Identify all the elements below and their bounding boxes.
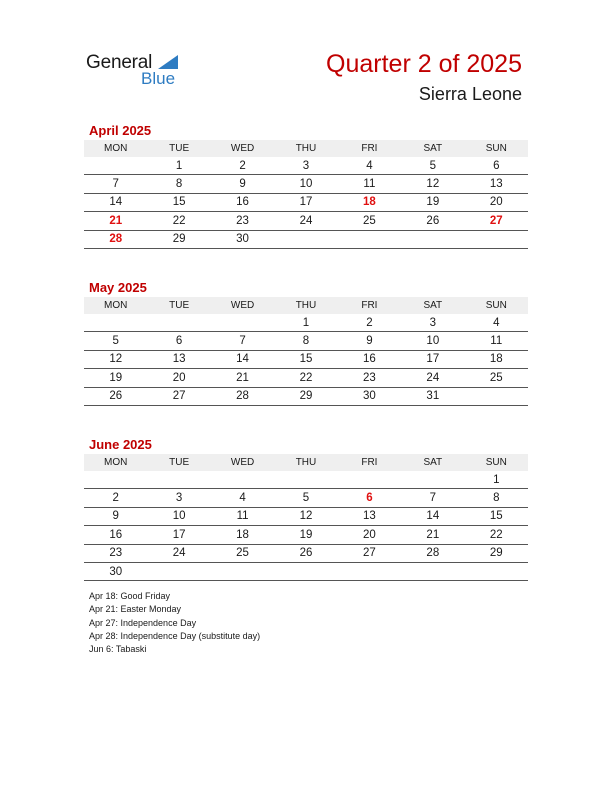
day-cell: 18 — [465, 350, 528, 368]
weekday-label: SAT — [401, 454, 464, 471]
empty-day-cell — [84, 314, 147, 332]
month-grid — [84, 140, 528, 249]
day-cell: 4 — [338, 157, 401, 175]
empty-day-cell — [274, 230, 337, 248]
logo-general-text: General — [86, 52, 153, 73]
weekday-label: THU — [274, 454, 337, 471]
day-cell: 13 — [147, 350, 210, 368]
week-row — [84, 212, 528, 230]
empty-day-cell — [274, 471, 337, 489]
holiday-note: Apr 18: Good Friday — [89, 591, 171, 601]
month-title: April 2025 — [89, 123, 152, 138]
country-name: Sierra Leone — [418, 84, 522, 104]
empty-day-cell — [401, 471, 464, 489]
day-cell: 7 — [401, 489, 464, 507]
day-cell: 29 — [274, 387, 337, 405]
weekday-label: WED — [211, 454, 274, 471]
holiday-note: Jun 6: Tabaski — [89, 644, 147, 655]
generalblue-logo — [86, 52, 196, 92]
day-cell: 11 — [338, 175, 401, 193]
day-cell: 5 — [401, 157, 464, 175]
day-cell: 2 — [211, 157, 274, 175]
day-cell: 15 — [274, 350, 337, 368]
weekday-label: WED — [211, 140, 274, 157]
day-cell: 8 — [147, 175, 210, 193]
day-cell: 20 — [147, 369, 210, 387]
week-row — [84, 157, 528, 175]
day-cell: 22 — [465, 526, 528, 544]
week-row — [84, 193, 528, 211]
day-cell: 31 — [401, 387, 464, 405]
day-cell: 16 — [84, 526, 147, 544]
weekday-label: FRI — [338, 140, 401, 157]
logo-blue-text: Blue — [141, 69, 176, 88]
day-cell: 23 — [338, 369, 401, 387]
month-title: May 2025 — [89, 280, 147, 295]
day-cell: 16 — [338, 350, 401, 368]
day-cell: 20 — [338, 526, 401, 544]
day-cell: 17 — [274, 193, 337, 211]
logo-triangle-icon — [158, 55, 178, 69]
week-row — [84, 314, 528, 332]
day-cell: 28 — [211, 387, 274, 405]
day-cell: 6 — [465, 157, 528, 175]
day-cell: 6 — [338, 489, 401, 507]
empty-day-cell — [338, 562, 401, 580]
weekday-label: SUN — [465, 297, 528, 314]
day-cell: 29 — [147, 230, 210, 248]
day-cell: 13 — [465, 175, 528, 193]
empty-day-cell — [401, 230, 464, 248]
day-cell: 24 — [401, 369, 464, 387]
weekday-label: SUN — [465, 140, 528, 157]
weekday-label: TUE — [147, 297, 210, 314]
day-cell: 19 — [84, 369, 147, 387]
day-cell: 9 — [211, 175, 274, 193]
empty-day-cell — [211, 471, 274, 489]
day-cell: 25 — [338, 212, 401, 230]
empty-day-cell — [84, 471, 147, 489]
empty-day-cell — [147, 314, 210, 332]
day-cell: 15 — [465, 507, 528, 525]
weekday-label: SAT — [401, 140, 464, 157]
weekday-label: MON — [84, 454, 147, 471]
day-cell: 28 — [84, 230, 147, 248]
day-cell: 26 — [274, 544, 337, 562]
empty-day-cell — [465, 230, 528, 248]
day-cell: 8 — [465, 489, 528, 507]
holiday-notes — [89, 590, 260, 656]
month-grid — [84, 297, 528, 406]
day-cell: 3 — [401, 314, 464, 332]
day-cell: 21 — [211, 369, 274, 387]
day-cell: 3 — [147, 489, 210, 507]
month-grid — [84, 454, 528, 581]
day-cell: 5 — [84, 332, 147, 350]
week-row — [84, 230, 528, 248]
day-cell: 30 — [211, 230, 274, 248]
day-cell: 1 — [147, 157, 210, 175]
empty-day-cell — [465, 562, 528, 580]
day-cell: 9 — [84, 507, 147, 525]
day-cell: 15 — [147, 193, 210, 211]
weekday-label: TUE — [147, 454, 210, 471]
day-cell: 26 — [401, 212, 464, 230]
day-cell: 17 — [401, 350, 464, 368]
weekday-label: SUN — [465, 454, 528, 471]
day-cell: 27 — [338, 544, 401, 562]
weekday-label: MON — [84, 297, 147, 314]
day-cell: 17 — [147, 526, 210, 544]
day-cell: 18 — [338, 193, 401, 211]
day-cell: 9 — [338, 332, 401, 350]
day-cell: 4 — [211, 489, 274, 507]
empty-day-cell — [147, 562, 210, 580]
day-cell: 7 — [84, 175, 147, 193]
day-cell: 24 — [147, 544, 210, 562]
weekday-label: THU — [274, 140, 337, 157]
day-cell: 21 — [401, 526, 464, 544]
day-cell: 12 — [401, 175, 464, 193]
weekday-label: FRI — [338, 454, 401, 471]
day-cell: 12 — [274, 507, 337, 525]
week-row — [84, 489, 528, 507]
day-cell: 18 — [211, 526, 274, 544]
day-cell: 25 — [465, 369, 528, 387]
day-cell: 20 — [465, 193, 528, 211]
month-title: June 2025 — [89, 437, 152, 452]
day-cell: 13 — [338, 507, 401, 525]
empty-day-cell — [338, 230, 401, 248]
weekday-header-row — [84, 454, 528, 471]
week-row — [84, 369, 528, 387]
day-cell: 27 — [465, 212, 528, 230]
day-cell: 10 — [274, 175, 337, 193]
weekday-label: WED — [211, 297, 274, 314]
empty-day-cell — [147, 471, 210, 489]
day-cell: 27 — [147, 387, 210, 405]
day-cell: 5 — [274, 489, 337, 507]
day-cell: 25 — [211, 544, 274, 562]
day-cell: 21 — [84, 212, 147, 230]
day-cell: 30 — [84, 562, 147, 580]
day-cell: 14 — [84, 193, 147, 211]
day-cell: 3 — [274, 157, 337, 175]
weekday-label: FRI — [338, 297, 401, 314]
day-cell: 10 — [401, 332, 464, 350]
empty-day-cell — [84, 157, 147, 175]
day-cell: 22 — [147, 212, 210, 230]
holiday-note: Apr 21: Easter Monday — [89, 604, 182, 615]
day-cell: 29 — [465, 544, 528, 562]
day-cell: 19 — [274, 526, 337, 544]
weekday-header-row — [84, 297, 528, 314]
day-cell: 1 — [465, 471, 528, 489]
month-block — [84, 436, 528, 581]
weekday-header-row — [84, 140, 528, 157]
empty-day-cell — [211, 562, 274, 580]
empty-day-cell — [465, 387, 528, 405]
empty-day-cell — [211, 314, 274, 332]
week-row — [84, 526, 528, 544]
day-cell: 6 — [147, 332, 210, 350]
day-cell: 30 — [338, 387, 401, 405]
weekday-label: THU — [274, 297, 337, 314]
day-cell: 14 — [211, 350, 274, 368]
day-cell: 12 — [84, 350, 147, 368]
day-cell: 22 — [274, 369, 337, 387]
day-cell: 11 — [211, 507, 274, 525]
month-block — [84, 279, 528, 406]
day-cell: 2 — [84, 489, 147, 507]
holiday-note: Apr 28: Independence Day (substitute day) — [89, 630, 261, 641]
day-cell: 14 — [401, 507, 464, 525]
week-row — [84, 544, 528, 562]
weekday-label: MON — [84, 140, 147, 157]
week-row — [84, 332, 528, 350]
day-cell: 4 — [465, 314, 528, 332]
day-cell: 1 — [274, 314, 337, 332]
day-cell: 11 — [465, 332, 528, 350]
day-cell: 23 — [84, 544, 147, 562]
month-block — [84, 122, 528, 249]
page-title: Quarter 2 of 2025 — [326, 50, 522, 78]
week-row — [84, 175, 528, 193]
week-row — [84, 387, 528, 405]
day-cell: 8 — [274, 332, 337, 350]
week-row — [84, 350, 528, 368]
week-row — [84, 562, 528, 580]
week-row — [84, 507, 528, 525]
empty-day-cell — [338, 471, 401, 489]
weekday-label: TUE — [147, 140, 210, 157]
empty-day-cell — [274, 562, 337, 580]
day-cell: 28 — [401, 544, 464, 562]
day-cell: 26 — [84, 387, 147, 405]
week-row — [84, 471, 528, 489]
day-cell: 2 — [338, 314, 401, 332]
day-cell: 23 — [211, 212, 274, 230]
holiday-note: Apr 27: Independence Day — [89, 617, 197, 628]
day-cell: 10 — [147, 507, 210, 525]
weekday-label: SAT — [401, 297, 464, 314]
day-cell: 19 — [401, 193, 464, 211]
day-cell: 16 — [211, 193, 274, 211]
empty-day-cell — [401, 562, 464, 580]
day-cell: 7 — [211, 332, 274, 350]
day-cell: 24 — [274, 212, 337, 230]
